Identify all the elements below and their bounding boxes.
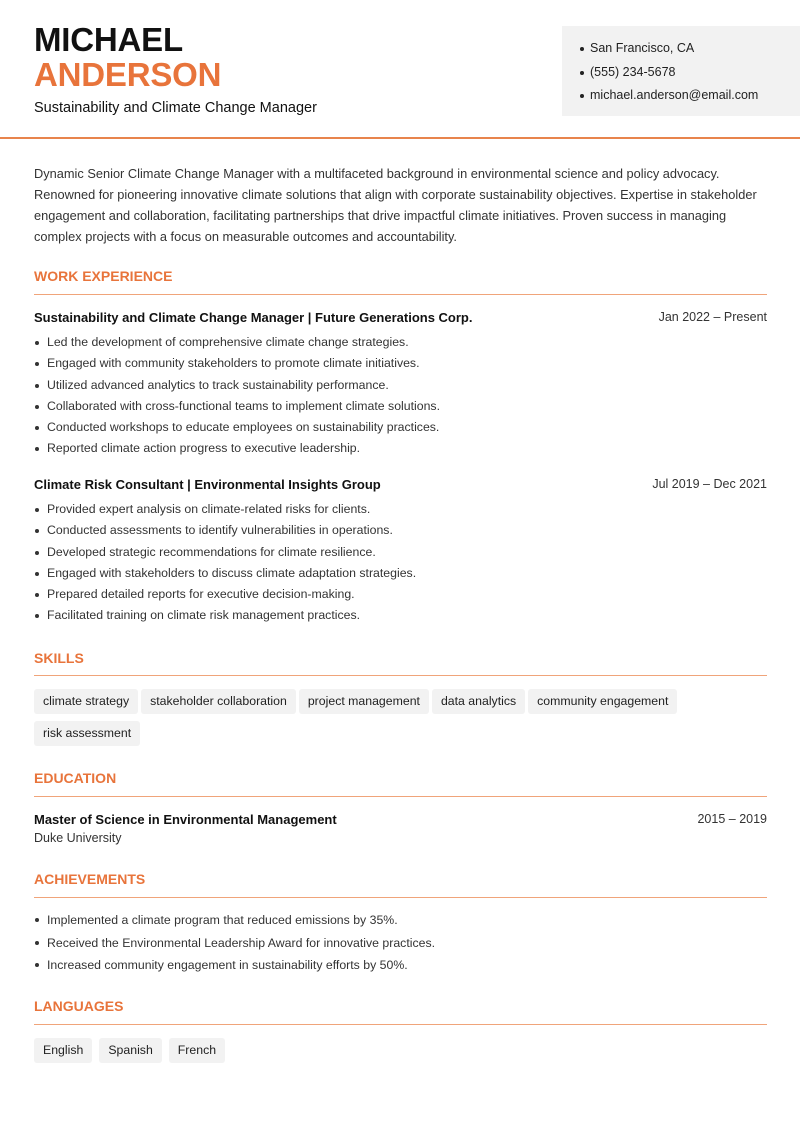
work-dates: Jul 2019 – Dec 2021: [652, 477, 767, 491]
skill-chip: risk assessment: [34, 721, 140, 746]
list-item: Provided expert analysis on climate-related risks for clients.: [34, 499, 767, 520]
contact-box: [562, 26, 800, 116]
last-name: ANDERSON: [34, 56, 222, 93]
first-name: MICHAEL: [34, 21, 183, 58]
list-item: Reported climate action progress to executive leadership.: [34, 438, 767, 459]
language-chip: French: [169, 1038, 225, 1063]
job-title: Sustainability and Climate Change Manager: [34, 100, 317, 116]
education-dates: 2015 – 2019: [697, 812, 767, 826]
skill-chip: project management: [299, 689, 429, 714]
contact-email: michael.anderson@email.com: [580, 84, 758, 108]
achievements-section-title: ACHIEVEMENTS: [34, 871, 146, 887]
work-role: Climate Risk Consultant | Environmental Insights Group: [34, 477, 381, 492]
contact-location: San Francisco, CA: [580, 37, 758, 61]
degree: Master of Science in Environmental Management: [34, 812, 337, 827]
contact-phone: (555) 234-5678: [580, 61, 758, 85]
work-entry-header: [34, 477, 767, 492]
education-entry-header: [34, 812, 767, 827]
language-chip: English: [34, 1038, 92, 1063]
list-item: Conducted workshops to educate employees on sustainability practices.: [34, 417, 767, 438]
list-item: Led the development of comprehensive climate change strategies.: [34, 332, 767, 353]
languages-section-title: LANGUAGES: [34, 998, 124, 1014]
list-item: Utilized advanced analytics to track sustainability performance.: [34, 375, 767, 396]
skill-chip: climate strategy: [34, 689, 138, 714]
achievements-list: [34, 909, 767, 977]
list-item: Prepared detailed reports for executive decision-making.: [34, 584, 767, 605]
work-bullets: [34, 332, 767, 460]
skills-section-title: SKILLS: [34, 650, 84, 666]
candidate-name: [34, 22, 221, 92]
skill-chip: data analytics: [432, 689, 525, 714]
list-item: Collaborated with cross-functional teams to implement climate solutions.: [34, 396, 767, 417]
work-entry-header: [34, 310, 767, 325]
work-divider: [34, 294, 767, 295]
resume-header: [0, 0, 800, 139]
summary-paragraph: Dynamic Senior Climate Change Manager with a multifaceted background in environmental science and policy advocacy. Renowned for pioneering innovative climate solutions that align with corporate sustainability objectives. Expertise in stakeholder engagement and collaboration, facilitating partnerships that drive impactful climate initiatives. Proven success in managing complex projects with a focus on measurable outcomes and accountability.: [34, 166, 757, 244]
list-item: Developed strategic recommendations for climate resilience.: [34, 542, 767, 563]
list-item: Engaged with community stakeholders to promote climate initiatives.: [34, 353, 767, 374]
education-section-title: EDUCATION: [34, 770, 117, 786]
work-dates: Jan 2022 – Present: [658, 310, 767, 324]
list-item: Implemented a climate program that reduced emissions by 35%.: [34, 909, 767, 932]
skills-chips: [34, 689, 767, 753]
list-item: Facilitated training on climate risk management practices.: [34, 605, 767, 626]
achievements-divider: [34, 897, 767, 898]
list-item: Received the Environmental Leadership Award for innovative practices.: [34, 932, 767, 955]
languages-chips: [34, 1038, 767, 1070]
contact-list: [580, 37, 758, 108]
skill-chip: stakeholder collaboration: [141, 689, 296, 714]
education-divider: [34, 796, 767, 797]
work-section-title: WORK EXPERIENCE: [34, 268, 173, 284]
skill-chip: community engagement: [528, 689, 677, 714]
list-item: Engaged with stakeholders to discuss climate adaptation strategies.: [34, 563, 767, 584]
school-name: Duke University: [34, 831, 122, 845]
skills-divider: [34, 675, 767, 676]
list-item: Increased community engagement in sustainability efforts by 50%.: [34, 954, 767, 977]
list-item: Conducted assessments to identify vulnerabilities in operations.: [34, 520, 767, 541]
work-bullets: [34, 499, 767, 627]
language-chip: Spanish: [99, 1038, 161, 1063]
work-role: Sustainability and Climate Change Manager | Future Generations Corp.: [34, 310, 473, 325]
languages-divider: [34, 1024, 767, 1025]
